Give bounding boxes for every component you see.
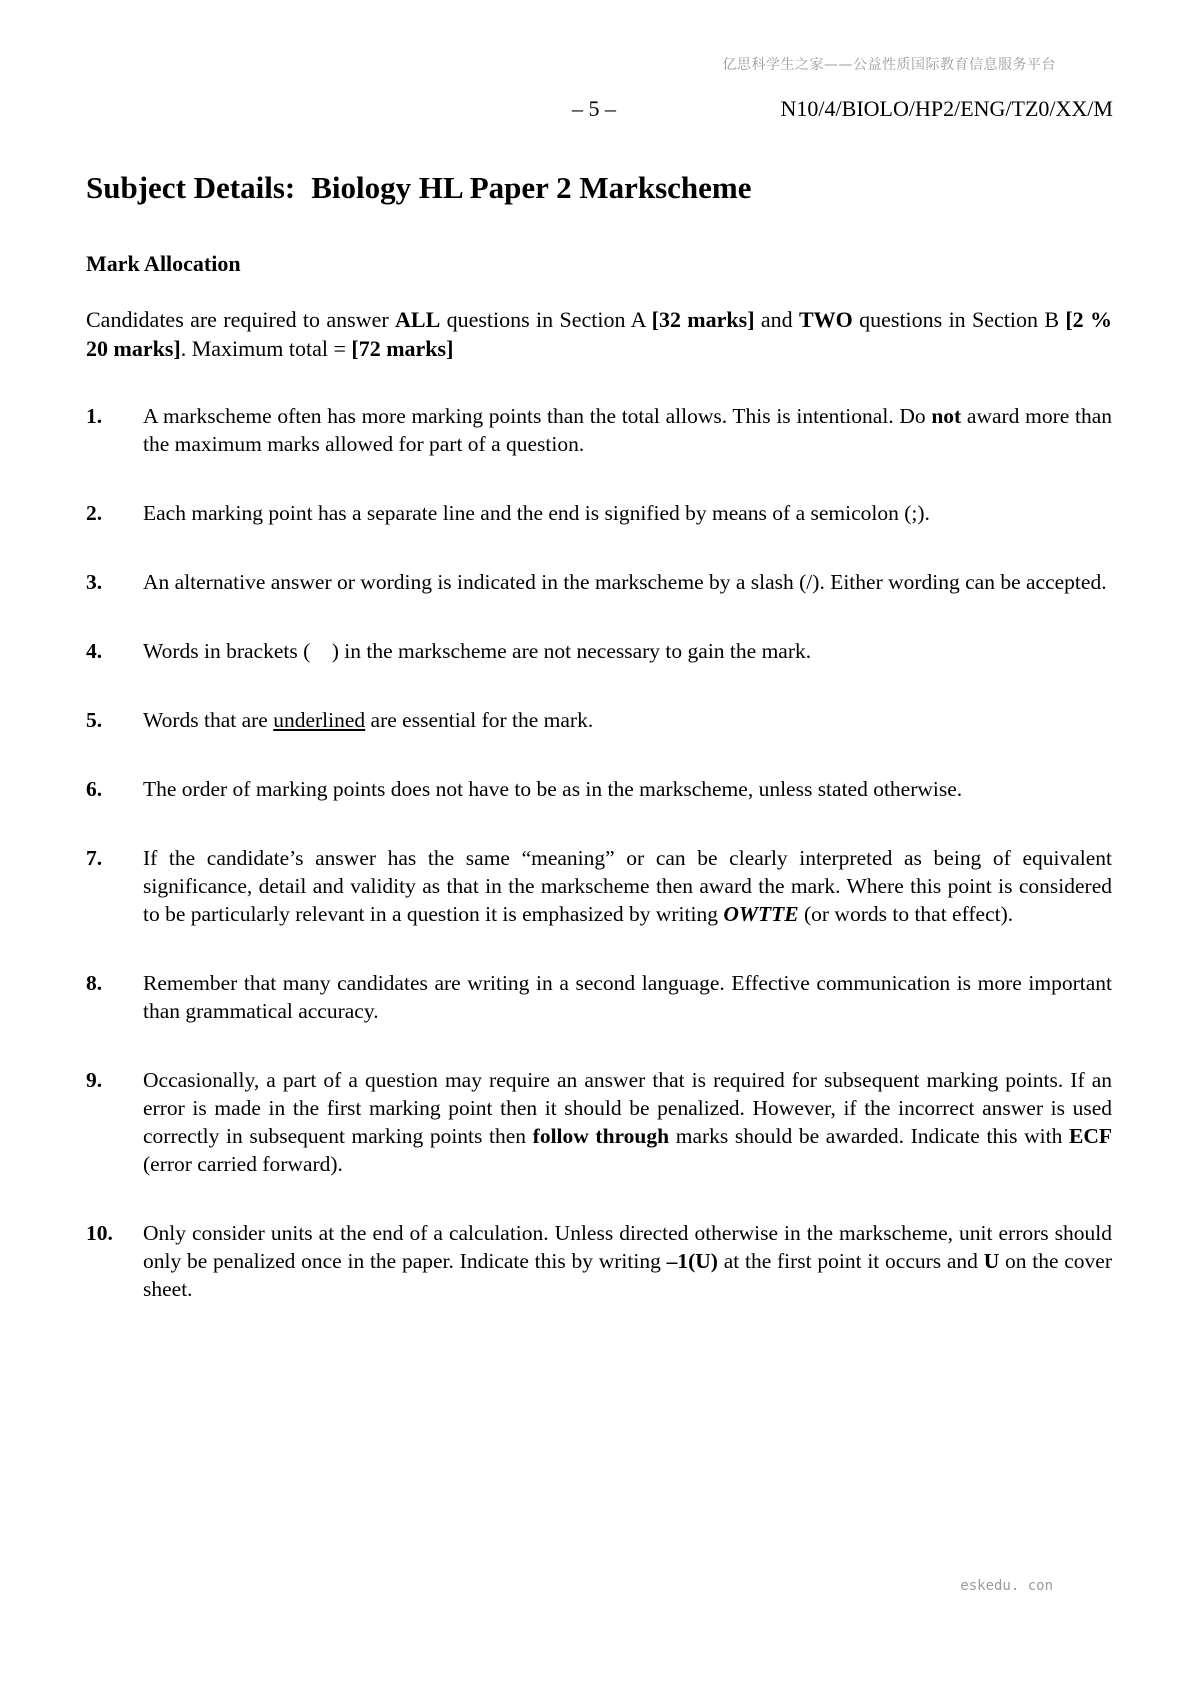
rule-text-part: If the candidate’s answer has the same “meaning” or can be clearly interpreted as being of equivalent significance, detail and validity as that in the markscheme then award the mark. Where this point is considered to be particularly relevant in a question it is emphasized by writing (143, 846, 1112, 926)
rule-item (86, 499, 1112, 527)
intro-bold-two: TWO (798, 307, 853, 332)
intro-text-4: questions in Section B (852, 307, 1066, 332)
intro-bold-all: ALL (395, 307, 441, 332)
rule-text-part: award more than the maximum marks allowed for part of a question. (143, 404, 1113, 456)
rule-item (86, 1066, 1112, 1178)
rule-number: 2. (86, 501, 103, 525)
rule-text (143, 844, 1112, 928)
rule-item (86, 775, 1112, 803)
intro-bold-section-b-marks: [2 % 20 marks] (86, 307, 1113, 361)
rule-text: Each marking point has a separate line and the end is signified by means of a semicolon (;). (143, 501, 930, 525)
rule-bold-part: U (983, 1249, 1000, 1273)
rule-number: 4. (86, 639, 103, 663)
title-subject: Biology HL Paper 2 Markscheme (311, 170, 752, 205)
title-label: Subject Details: (86, 170, 296, 205)
intro-paragraph (86, 305, 1112, 363)
rule-text-part: A markscheme often has more marking points than the total allows. This is intentional. Do (143, 404, 932, 428)
intro-bold-max-total: [72 marks] (351, 336, 454, 361)
intro-text-1: Candidates are required to answer (86, 307, 396, 332)
rule-bold-part: –1(U) (666, 1249, 718, 1273)
rule-text (143, 1066, 1112, 1178)
rule-item (86, 844, 1112, 928)
intro-text-2: questions in Section A (440, 307, 652, 332)
rule-number: 3. (86, 570, 103, 594)
rule-item (86, 568, 1112, 596)
page-number: – 5 – (572, 96, 616, 121)
rule-text (143, 402, 1112, 458)
rule-text (143, 706, 1112, 734)
watermark-top: 亿思科学生之家——公益性质国际教育信息服务平台 (722, 57, 1056, 73)
rule-underlined-part: underlined (273, 708, 366, 732)
intro-text-3: and (754, 307, 799, 332)
rule-text: An alternative answer or wording is indicated in the markscheme by a slash (/). Either wording can be accepted. (143, 570, 1107, 594)
page-title (86, 170, 752, 206)
rule-item (86, 1219, 1112, 1303)
rule-number: 9. (86, 1068, 103, 1092)
rule-text-part: Occasionally, a part of a question may require an answer that is required for subsequent marking points. If an error is made in the first marking point then it should be penalized. However, if the incorrect answer is used correctly in subsequent marking points then (143, 1068, 1112, 1148)
marking-rules-list (86, 402, 1112, 1344)
rule-number: 10. (86, 1221, 113, 1245)
rule-bold-italic-part: OWTTE (723, 902, 799, 926)
rule-text-part: (or words to that effect). (798, 902, 1014, 926)
rule-text-part: Only consider units at the end of a calculation. Unless directed otherwise in the markscheme, unit errors should only be penalized once in the paper. Indicate this by writing (143, 1221, 1112, 1273)
rule-bold-part: ECF (1069, 1124, 1113, 1148)
rule-item (86, 706, 1112, 734)
document-code: N10/4/BIOLO/HP2/ENG/TZ0/XX/M (780, 96, 1113, 121)
rule-bold-part: not (931, 404, 962, 428)
rule-text-part: marks should be awarded. Indicate this with (669, 1124, 1070, 1148)
intro-text-5: . Maximum total = (180, 336, 352, 361)
intro-bold-section-a-marks: [32 marks] (651, 307, 755, 332)
rule-text: Remember that many candidates are writing in a second language. Effective communication is more important than grammatical accuracy. (143, 971, 1112, 1023)
rule-number: 6. (86, 777, 103, 801)
rule-text-part: (error carried forward). (143, 1152, 343, 1176)
rule-number: 8. (86, 971, 103, 995)
rule-text (143, 1219, 1112, 1303)
rule-text: Words in brackets ( ) in the markscheme are not necessary to gain the mark. (143, 639, 812, 663)
rule-item (86, 637, 1112, 665)
rule-text-part: on the cover sheet. (143, 1249, 1113, 1301)
rule-item (86, 969, 1112, 1025)
rule-number: 1. (86, 404, 103, 428)
rule-text-part: Words that are (143, 708, 274, 732)
rule-item (86, 402, 1112, 458)
rule-number: 7. (86, 846, 103, 870)
rule-text-part: are essential for the mark. (365, 708, 594, 732)
rule-text: The order of marking points does not have to be as in the markscheme, unless stated otherwise. (143, 777, 963, 801)
watermark-bottom: eskedu. con (960, 1578, 1053, 1594)
rule-number: 5. (86, 708, 103, 732)
rule-text-part: at the first point it occurs and (717, 1249, 984, 1273)
rule-bold-part: follow through (532, 1124, 670, 1148)
section-heading-mark-allocation: Mark Allocation (86, 251, 241, 276)
